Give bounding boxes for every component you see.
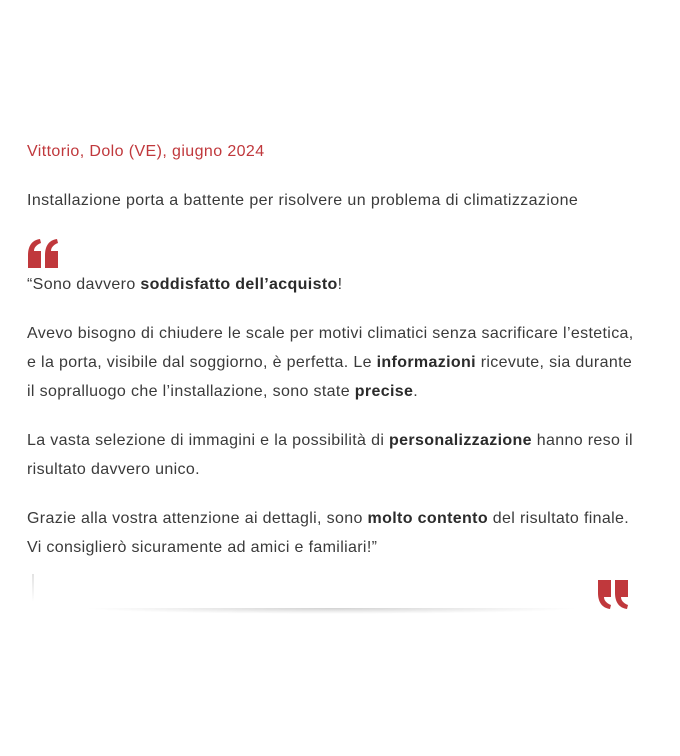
paragraph-2-bold-2: precise <box>354 383 414 400</box>
testimonial-subtitle: Installazione porta a battente per risolvere un problema di climatizzazione <box>27 192 579 209</box>
testimonial-body <box>27 270 637 582</box>
paragraph-4-text-2: del risultato finale. Vi consiglierò sicuramente ad amici e familiari!” <box>27 510 630 556</box>
paragraph-2-text-1: Avevo bisogno di chiudere le scale per motivi climatici senza sacrificare l’estetica, e la porta, visibile dal soggiorno, è perfetta. Le <box>27 325 634 371</box>
paragraph-2 <box>27 319 637 406</box>
paragraph-2-bold-1: informazioni <box>376 354 476 371</box>
decorative-tick <box>32 574 34 602</box>
paragraph-1-bold-1: soddisfatto dell’acquisto <box>140 276 338 293</box>
paragraph-1-text-1: “Sono davvero <box>27 276 141 293</box>
paragraph-3-text-1: La vasta selezione di immagini e la possibilità di <box>27 432 390 449</box>
paragraph-3 <box>27 426 637 484</box>
paragraph-3-bold-1: personalizzazione <box>389 432 532 449</box>
paragraph-4-text-1: Grazie alla vostra attenzione ai dettagli, sono <box>27 510 368 527</box>
paragraph-4 <box>27 504 637 562</box>
quote-open-icon <box>27 238 59 268</box>
shadow-divider <box>82 608 582 614</box>
quote-close-icon <box>597 580 629 610</box>
testimonial-author: Vittorio, Dolo (VE), giugno 2024 <box>27 143 265 160</box>
paragraph-1-text-2: ! <box>337 276 343 293</box>
paragraph-2-text-2: ricevute, sia durante il sopralluogo che l’installazione, sono state <box>27 354 633 400</box>
paragraph-1 <box>27 270 637 299</box>
paragraph-3-text-2: hanno reso il risultato davvero unico. <box>27 432 633 478</box>
paragraph-2-text-3: . <box>413 383 419 400</box>
paragraph-4-bold-1: molto contento <box>367 510 488 527</box>
